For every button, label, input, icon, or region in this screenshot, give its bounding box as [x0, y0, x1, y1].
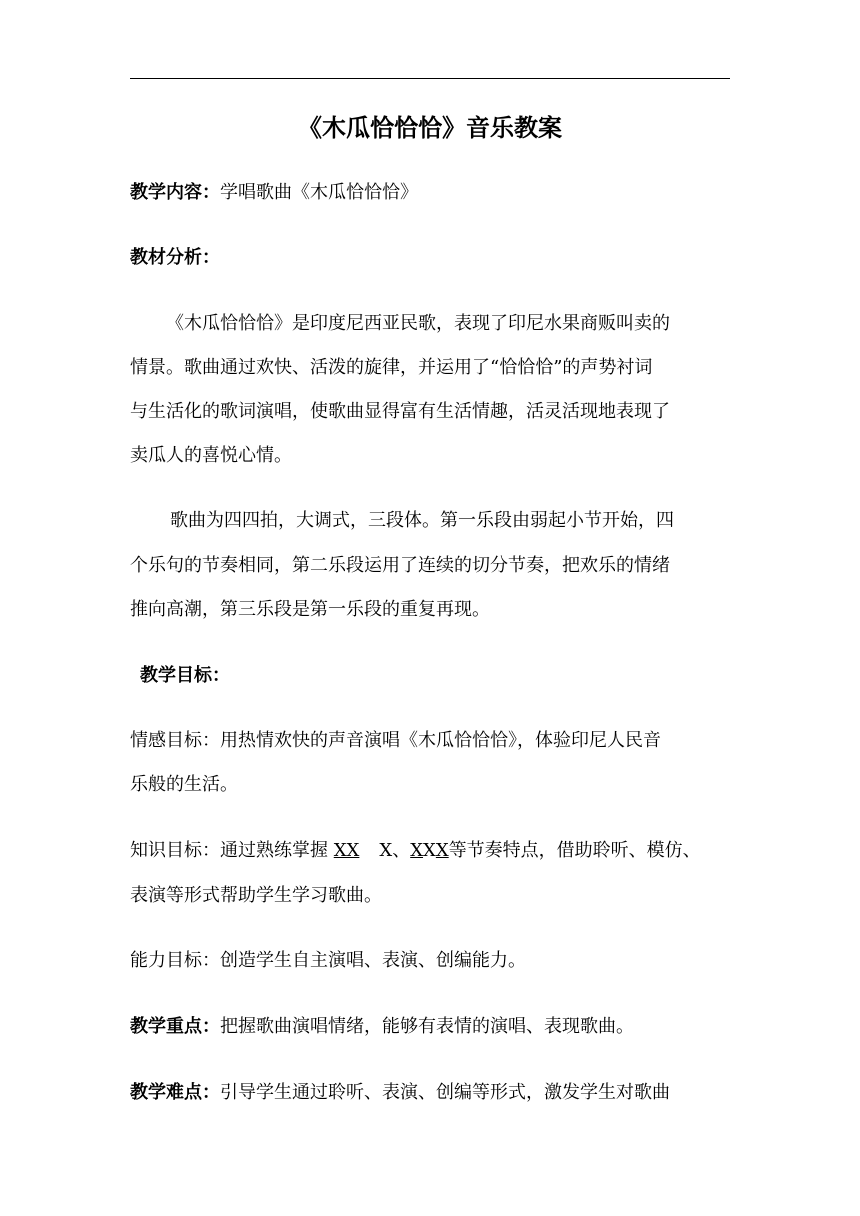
document-title: 《木瓜恰恰恰》音乐教案	[298, 113, 562, 142]
rhythm-xx: XX	[333, 840, 360, 861]
analysis-p2-line-1: 歌曲为四四拍，大调式，三段体。第一乐段由弱起小节开始，四	[170, 510, 674, 531]
knowledge-goal-line-2: 表演等形式帮助学生学习歌曲。	[130, 885, 382, 906]
analysis-p1-line-1: 《木瓜恰恰恰》是印度尼西亚民歌，表现了印尼水果商贩叫卖的	[166, 313, 670, 334]
goals-heading: 教学目标：	[140, 665, 230, 686]
analysis-p1-line-4: 卖瓜人的喜悦心情。	[130, 445, 292, 466]
teaching-difficulty-text: 引导学生通过聆听、表演、创编等形式，激发学生对歌曲	[220, 1082, 670, 1103]
teaching-difficulty	[130, 1080, 740, 1106]
analysis-p2-line-2: 个乐句的节奏相同，第二乐段运用了连续的切分节奏，把欢乐的情绪	[130, 555, 670, 576]
teaching-difficulty-label: 教学难点：	[130, 1082, 220, 1103]
rhythm-x: X	[379, 840, 393, 861]
knowledge-goal-suffix: 等节奏特点，借助聆听、模仿、	[448, 840, 701, 861]
rhythm-x-a: X	[410, 840, 424, 861]
rhythm-x-b: X	[423, 840, 436, 861]
analysis-heading: 教材分析：	[130, 247, 220, 268]
emotion-goal-line-1: 情感目标：用热情欢快的声音演唱《木瓜恰恰恰》，体验印尼人民音	[130, 730, 661, 751]
teaching-content-text: 学唱歌曲《木瓜恰恰恰》	[220, 182, 418, 203]
knowledge-goal-line-1	[130, 838, 740, 864]
header-rule	[130, 78, 730, 79]
analysis-p1-line-2: 情景。歌曲通过欢快、活泼的旋律，并运用了“恰恰恰”的声势衬词	[130, 357, 653, 378]
rhythm-separator: 、	[392, 840, 411, 861]
teaching-key	[130, 1014, 740, 1040]
analysis-p2-line-3: 推向高潮，第三乐段是第一乐段的重复再现。	[130, 599, 490, 620]
rhythm-x-c: X	[435, 840, 449, 861]
teaching-key-text: 把握歌曲演唱情绪，能够有表情的演唱、表现歌曲。	[220, 1016, 634, 1037]
teaching-key-label: 教学重点：	[130, 1016, 220, 1037]
teaching-content	[130, 180, 740, 206]
emotion-goal-line-2: 乐般的生活。	[130, 774, 238, 795]
analysis-p1-line-3: 与生活化的歌词演唱，使歌曲显得富有生活情趣，活灵活现地表现了	[130, 401, 670, 422]
knowledge-goal-prefix: 知识目标：通过熟练掌握	[130, 840, 334, 861]
ability-goal: 能力目标：创造学生自主演唱、表演、创编能力。	[130, 950, 526, 971]
teaching-content-label: 教学内容：	[130, 182, 220, 203]
